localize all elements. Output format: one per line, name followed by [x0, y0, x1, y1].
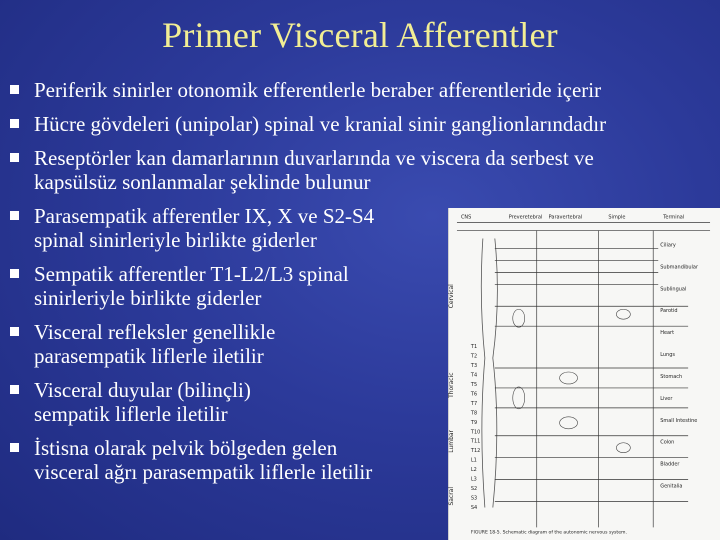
bullet-text-line: kapsülsüz sonlanmalar şeklinde bulunur [34, 170, 371, 194]
bullet-text-line: Visceral refleksler genellikle [34, 320, 276, 344]
segment-label: T2 [470, 353, 478, 360]
bullet-text-line: sinirleriyle birlikte giderler [34, 286, 262, 310]
diagram-svg [449, 208, 720, 540]
segment-label: T7 [470, 400, 478, 407]
organ-label: Colon [660, 439, 675, 446]
segment-label: T8 [470, 410, 478, 417]
header-prevertebral: Preveretebral [508, 214, 543, 221]
segment-label: T5 [470, 381, 478, 388]
bullet-text-line: visceral ağrı parasempatik liflerle iletilir [34, 460, 373, 484]
bullet-square-icon [10, 443, 19, 452]
slide-title: Primer Visceral Afferentler [162, 15, 558, 55]
bullet-square-icon [10, 153, 19, 162]
segment-label: T12 [470, 448, 481, 455]
segment-label: T10 [470, 429, 481, 436]
segment-label: L3 [470, 476, 477, 483]
bullet-square-icon [10, 269, 19, 278]
label-thoracic: Thoracic [447, 372, 455, 398]
organ-label: Ciliary [660, 242, 676, 249]
bullet-item [10, 146, 710, 194]
header-paravertebral: Paravertebral [548, 214, 583, 221]
segment-label: T3 [470, 363, 478, 370]
bullet-text-line: Parasempatik afferentler IX, X ve S2-S4 [34, 204, 375, 228]
bullet-square-icon [10, 327, 19, 336]
organ-label: Parotid [660, 308, 678, 315]
bullet-square-icon [10, 385, 19, 394]
segment-label: L1 [470, 457, 477, 464]
segment-label: L2 [470, 467, 477, 474]
label-cervical: Cervical [447, 284, 455, 309]
bullet-text-line: Hücre gövdeleri (unipolar) spinal ve kranial sinir ganglionlarındadır [34, 112, 607, 136]
bullet-square-icon [10, 211, 19, 220]
organ-label: Liver [660, 395, 673, 402]
bullet-text-line: Sempatik afferentler T1-L2/L3 spinal [34, 262, 349, 286]
organ-label: Submandibular [660, 264, 699, 271]
header-simple: Simple [608, 214, 626, 221]
bullet-text-line: spinal sinirleriyle birlikte giderler [34, 228, 317, 252]
segment-label: S4 [470, 505, 478, 512]
bullet-text-line: Visceral duyular (bilinçli) [34, 378, 251, 402]
organ-label: Small Intestine [660, 417, 698, 424]
segment-label: T11 [470, 438, 481, 445]
organ-label: Sublingual [660, 286, 687, 293]
segment-label: S2 [470, 486, 478, 493]
header-terminal: Terminal [663, 214, 685, 221]
segment-label: S3 [470, 495, 478, 502]
organ-label: Genitalia [660, 483, 683, 490]
organ-label: Stomach [660, 373, 683, 380]
organ-label: Bladder [660, 461, 680, 468]
segment-label: T9 [470, 419, 478, 426]
autonomic-nervous-system-diagram [448, 208, 720, 540]
segment-label: T1 [470, 344, 478, 351]
header-cns: CNS [460, 214, 472, 221]
label-lumbar: Lumbar [447, 429, 455, 453]
segment-label: T4 [470, 372, 478, 379]
bullet-text-line: sempatik liflerle iletilir [34, 402, 228, 426]
bullet-square-icon [10, 119, 19, 128]
bullet-item [10, 78, 710, 102]
bullet-square-icon [10, 85, 19, 94]
bullet-item [10, 112, 710, 136]
bullet-text-line: Periferik sinirler otonomik efferentlerle beraber afferentleride içerir [34, 78, 602, 102]
organ-label: Lungs [660, 352, 675, 359]
bullet-text-line: İstisna olarak pelvik bölgeden gelen [34, 436, 338, 460]
bullet-text-line: Reseptörler kan damarlarının duvarlarında ve viscera da serbest ve [34, 146, 594, 170]
segment-label: T6 [470, 391, 478, 398]
label-sacral: Sacral [447, 487, 455, 506]
figure-caption: FIGURE 18-5. Schematic diagram of the autonomic nervous system. [470, 530, 627, 536]
organ-label: Heart [660, 330, 675, 337]
bullet-text-line: parasempatik liflerle iletilir [34, 344, 264, 368]
